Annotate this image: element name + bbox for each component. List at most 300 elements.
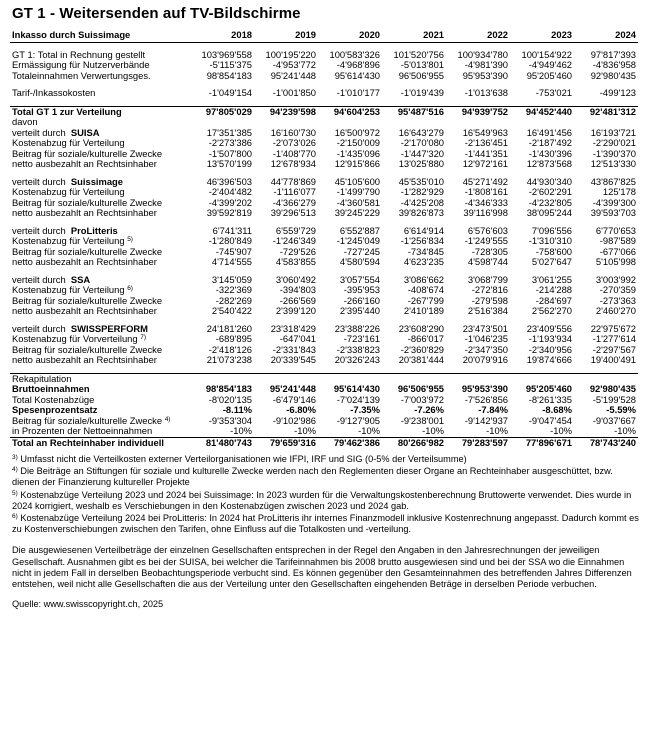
value-cell: -6.80% — [286, 405, 316, 415]
table-row — [10, 71, 638, 82]
value-cell: 16'643'279 — [398, 127, 444, 138]
row-label-text: Kostenabzug für Vorverteilung — [12, 334, 138, 344]
spacer-row — [10, 99, 638, 107]
row-label-text: Beitrag für soziale/kulturelle Zwecke — [12, 246, 163, 257]
value-cell: 16'193'721 — [590, 127, 636, 138]
value-cell: -273'363 — [599, 295, 636, 306]
value-cell: 2'562'270 — [531, 306, 572, 316]
table-row — [10, 324, 638, 335]
value-cell: 94'939'752 — [461, 106, 508, 117]
value-cell: -1'430'396 — [528, 148, 572, 159]
value-cell: 4'583'855 — [275, 257, 316, 267]
value-cell: -647'041 — [279, 334, 316, 344]
value-cell: -2'187'492 — [528, 138, 572, 148]
table-row — [10, 426, 638, 437]
value-cell: -10% — [230, 426, 252, 436]
value-cell: 79'659'316 — [254, 437, 318, 448]
table-row — [10, 187, 638, 198]
value-cell: -270'359 — [599, 285, 636, 295]
year-header: 2022 — [446, 28, 510, 42]
table-row — [10, 345, 638, 356]
footnote — [12, 490, 640, 512]
row-label — [10, 149, 190, 160]
row-label-text: verteilt durch — [12, 176, 66, 187]
row-label-text: Beitrag für soziale/kulturelle Zwecke — [12, 344, 163, 355]
row-label — [10, 296, 190, 307]
row-label-text: Beitrag für soziale/kulturelle Zwecke — [12, 148, 163, 159]
value-cell: 95'953'390 — [461, 384, 508, 394]
spacer-row — [10, 317, 638, 324]
row-label — [10, 88, 190, 99]
value-cell: -9'037'667 — [592, 415, 636, 426]
row-label — [10, 247, 190, 258]
table-row — [10, 395, 638, 406]
row-label-text: Beitrag für soziale/kulturelle Zwecke — [12, 415, 163, 426]
value-cell — [510, 373, 574, 384]
value-cell: -2'297'567 — [592, 344, 636, 355]
value-cell: 80'266'982 — [382, 437, 446, 448]
table-body — [10, 28, 638, 448]
value-cell: -2'347'350 — [464, 344, 508, 355]
row-label-text: verteilt durch — [12, 225, 66, 236]
value-cell: -723'161 — [343, 334, 380, 344]
footnote-mark: 4) — [12, 466, 18, 474]
value-cell: -9'047'454 — [528, 415, 572, 426]
value-cell: -1'246'349 — [272, 236, 316, 246]
value-cell: -2'340'956 — [528, 344, 572, 355]
spacer-row — [10, 268, 638, 275]
value-cell — [318, 117, 382, 128]
value-cell: -2'418'126 — [208, 344, 252, 355]
value-cell: 21'073'238 — [206, 355, 252, 365]
value-cell: -1'116'077 — [273, 187, 316, 197]
value-cell: 39'296'513 — [270, 208, 316, 218]
table-row — [10, 177, 638, 188]
value-cell: -267'799 — [407, 295, 444, 306]
year-header: 2023 — [510, 28, 574, 42]
value-cell: 95'953'390 — [462, 70, 508, 81]
row-label-text: netto ausbezahlt an Rechtsinhaber — [12, 257, 157, 267]
table-row — [10, 355, 638, 366]
spacer-cell — [10, 366, 638, 374]
value-cell: 2'540'422 — [211, 306, 252, 316]
value-cell: 23'318'429 — [270, 323, 316, 334]
table-row — [10, 275, 638, 286]
value-cell: -7'526'856 — [464, 394, 508, 405]
row-label — [10, 306, 190, 317]
table-row — [10, 236, 638, 247]
value-cell: -2'290'021 — [592, 138, 636, 148]
row-label — [10, 177, 190, 188]
footnote-mark: 6) — [12, 513, 18, 521]
value-cell: 45'105'600 — [334, 176, 380, 187]
value-cell: -8'261'335 — [528, 394, 572, 405]
value-cell: -4'968'896 — [336, 60, 380, 70]
value-cell: 45'271'492 — [462, 176, 508, 187]
value-cell — [382, 373, 446, 384]
row-label-text: Beitrag für soziale/kulturelle Zwecke — [12, 295, 163, 306]
value-cell: -9'142'937 — [464, 415, 508, 426]
value-cell: -214'288 — [535, 285, 572, 295]
spacer-row — [10, 219, 638, 226]
value-cell: 16'549'963 — [462, 127, 508, 138]
value-cell: -10% — [294, 426, 316, 436]
explanatory-paragraph: Die ausgewiesenen Verteilbeträge der einzelnen Gesellschaften entsprechen in der Regel den Angaben in den Jahresrechnungen der jeweiligen Gesellschaft. Ausnahmen gibt es bei der SUISA, bei welcher die Tarifeinnahmen bis 2008 brutto ausgewiesen sind und bei der SSA wo die Einnahmen nicht in jedem Fall in derselben Beobachtungsperiode verbucht sind. Es können gegenüber den Gesamteinnahmen des betreffenden Jahres Differenzen entstehen, weil nicht alle Gesellschaften die aus der Verteilung unter den Gesellschaften eingehenden Beträge in derselben Periode verbuchen. — [12, 545, 632, 590]
value-cell: -1'249'555 — [464, 236, 508, 246]
value-cell — [254, 117, 318, 128]
value-cell: -10% — [614, 426, 636, 436]
row-label — [10, 437, 190, 448]
value-cell: -266'569 — [279, 295, 316, 306]
value-cell: -5'115'375 — [209, 60, 252, 70]
value-cell — [510, 117, 574, 128]
table-row — [10, 384, 638, 395]
value-cell: -2'136'451 — [464, 138, 508, 148]
value-cell: 44'778'869 — [270, 176, 316, 187]
value-cell: -395'953 — [343, 285, 380, 295]
value-cell: -1'277'614 — [592, 334, 636, 344]
value-cell: 3'086'662 — [403, 274, 444, 285]
value-cell: -266'160 — [343, 295, 380, 306]
value-cell: -1'408'770 — [272, 148, 316, 159]
value-cell: -1'019'439 — [400, 88, 444, 98]
value-cell: 95'614'430 — [333, 384, 380, 394]
value-cell: 3'061'255 — [531, 274, 572, 285]
value-cell: -1'193'934 — [528, 334, 572, 344]
row-label-text: Total GT 1 zur Verteilung — [12, 106, 122, 117]
value-cell: -9'238'001 — [400, 415, 444, 426]
value-cell: -2'273'386 — [208, 138, 252, 148]
row-label — [10, 159, 190, 170]
table-row — [10, 88, 638, 99]
value-cell: 98'854'183 — [205, 384, 252, 394]
value-cell: 13'570'199 — [206, 159, 252, 169]
footnote-text: Die Beiträge an Stiftungen für soziale und kulturelle Zwecke werden nach den Reglementen dieser Organe an Rechteinhaber ausgeschüttet, bzw. dienen der Finanzierung kultureller Projekte — [12, 466, 613, 488]
value-cell: -4'232'805 — [528, 197, 572, 208]
value-cell: 100'195'220 — [265, 49, 316, 60]
row-label — [10, 60, 190, 71]
value-cell: 39'592'819 — [206, 208, 252, 218]
spacer-cell — [10, 219, 638, 226]
footnote-text: Kostenabzüge Verteilung 2024 bei ProLitteris: In 2024 hat ProLitteris ihr internes Finanzmodell inklusive Kostenrechnung angepasst. Dadurch kommt es zu Kostenverschiebungen zwischen den Tarifen, ohne Einfluss auf die Totalkosten und -verteilung. — [12, 513, 639, 535]
value-cell: 12'915'866 — [334, 159, 380, 169]
value-cell: -8.68% — [542, 405, 572, 415]
table-row — [10, 50, 638, 61]
value-cell: -758'600 — [535, 246, 572, 257]
table-row — [10, 128, 638, 139]
value-cell: 81'480'743 — [190, 437, 254, 448]
value-cell: 23'473'501 — [462, 323, 508, 334]
value-cell: -1'013'638 — [464, 88, 508, 98]
row-label-text: Kostenabzug für Verteilung — [12, 138, 125, 148]
row-label — [10, 416, 190, 427]
value-cell: -7.35% — [350, 405, 380, 415]
value-cell: -1'310'310 — [528, 236, 572, 246]
spacer-cell — [10, 81, 638, 88]
value-cell: -727'245 — [343, 246, 380, 257]
value-cell — [190, 117, 254, 128]
value-cell: 4'714'555 — [211, 257, 252, 267]
organization-name: Suissimage — [70, 176, 123, 187]
value-cell: -1'280'849 — [208, 236, 252, 246]
row-label — [10, 50, 190, 61]
spacer-row — [10, 81, 638, 88]
row-label-text: Ermässigung für Nutzerverbände — [12, 60, 150, 70]
value-cell: 95'205'460 — [525, 384, 572, 394]
value-cell: -2'331'843 — [272, 344, 316, 355]
value-cell: -866'017 — [407, 334, 444, 344]
value-cell: 38'095'244 — [526, 208, 572, 218]
row-label-text: verteilt durch — [12, 127, 66, 138]
table-row — [10, 106, 638, 117]
value-cell: -4'360'581 — [336, 197, 380, 208]
row-label — [10, 198, 190, 209]
value-cell: 103'969'558 — [201, 49, 252, 60]
value-cell: -1'435'096 — [336, 148, 380, 159]
value-cell: -284'697 — [535, 295, 572, 306]
footnote — [12, 466, 640, 488]
value-cell: 6'559'729 — [275, 225, 316, 236]
value-cell: -1'046'235 — [464, 334, 508, 344]
footnote-mark: 3) — [12, 454, 18, 461]
value-cell: 24'181'260 — [206, 323, 252, 334]
value-cell: 2'410'189 — [403, 306, 444, 316]
value-cell: 39'826'873 — [398, 208, 444, 218]
value-cell: -745'907 — [215, 246, 252, 257]
table-row — [10, 257, 638, 268]
value-cell: 100'934'780 — [457, 49, 508, 60]
value-cell: -1'282'929 — [400, 187, 444, 197]
value-cell — [382, 117, 446, 128]
value-cell: -5'013'801 — [400, 60, 444, 70]
value-cell: 20'326'243 — [334, 355, 380, 365]
value-cell: 95'205'460 — [526, 70, 572, 81]
value-cell: 43'867'825 — [590, 176, 636, 187]
value-cell: 19'400'491 — [590, 355, 636, 365]
value-cell: -4'399'300 — [592, 197, 636, 208]
row-label — [10, 71, 190, 82]
value-cell: 4'623'235 — [403, 257, 444, 267]
row-label-text: Kostenabzug für Verteilung — [12, 285, 125, 295]
value-cell: -7'003'972 — [400, 394, 444, 405]
value-cell: 2'399'120 — [275, 306, 316, 316]
value-cell: 3'145'059 — [211, 274, 252, 285]
row-label — [10, 405, 190, 416]
value-cell: 100'154'922 — [521, 49, 572, 60]
value-cell: 46'396'503 — [206, 176, 252, 187]
value-cell: -8'020'135 — [208, 394, 252, 405]
value-cell: -1'010'177 — [336, 88, 380, 98]
value-cell: 45'535'010 — [398, 176, 444, 187]
row-label — [10, 355, 190, 366]
table-header-row — [10, 28, 638, 42]
value-cell: 77'896'671 — [510, 437, 574, 448]
organization-name: SWISSPERFORM — [70, 323, 148, 334]
value-cell: 92'481'312 — [589, 106, 636, 117]
value-cell: 23'388'226 — [334, 323, 380, 334]
value-cell: -4'399'202 — [208, 197, 252, 208]
value-cell — [446, 117, 510, 128]
value-cell: -2'170'080 — [400, 138, 444, 148]
value-cell: 3'068'799 — [467, 274, 508, 285]
value-cell: -10% — [550, 426, 572, 436]
footnote-text: Umfasst nicht die Verteilkosten externer Verteilorganisationen wie IFPI, IRF und SIG (0-5% der Verteilsumme) — [20, 454, 467, 464]
row-label — [10, 128, 190, 139]
financial-table — [10, 28, 638, 448]
footnote-marker: 4) — [164, 415, 171, 423]
row-label-text: Total an Rechteinhaber individuell — [12, 437, 164, 448]
header-label: Inkasso durch Suissimage — [10, 28, 190, 42]
value-cell: 100'583'326 — [329, 49, 380, 60]
row-label — [10, 236, 190, 247]
value-cell: 79'283'597 — [446, 437, 510, 448]
row-label-text: verteilt durch — [12, 323, 66, 334]
value-cell: 17'351'385 — [206, 127, 252, 138]
value-cell: -272'816 — [471, 285, 508, 295]
spacer-row — [10, 170, 638, 177]
value-cell: 78'743'240 — [574, 437, 638, 448]
value-cell: 96'506'955 — [398, 70, 444, 81]
spacer-cell — [10, 170, 638, 177]
value-cell: -4'836'958 — [592, 60, 636, 70]
value-cell: -729'526 — [279, 246, 316, 257]
row-label — [10, 373, 190, 384]
value-cell: 4'598'744 — [467, 257, 508, 267]
year-header: 2020 — [318, 28, 382, 42]
spacer-cell — [10, 317, 638, 324]
value-cell — [574, 373, 638, 384]
value-cell: 94'239'598 — [269, 106, 316, 117]
footnote-mark: 5) — [12, 489, 18, 497]
row-label-text: Kostenabzug für Verteilung — [12, 187, 125, 197]
value-cell: 2'395'440 — [339, 306, 380, 316]
value-cell: 44'930'340 — [526, 176, 572, 187]
row-label — [10, 345, 190, 356]
row-label-text: GT 1: Total in Rechnung gestellt — [12, 49, 146, 60]
value-cell: -5'199'528 — [592, 394, 636, 405]
row-label-text: netto ausbezahlt an Rechtsinhaber — [12, 306, 157, 316]
value-cell: -1'390'370 — [592, 148, 636, 159]
value-cell: -2'404'482 — [208, 187, 252, 197]
value-cell — [574, 117, 638, 128]
row-label — [10, 117, 190, 128]
value-cell: -9'127'905 — [336, 415, 380, 426]
value-cell: 4'580'594 — [339, 257, 380, 267]
footnote-marker: 6) — [127, 285, 133, 292]
value-cell: 95'614'430 — [334, 70, 380, 81]
value-cell: 101'520'756 — [393, 49, 444, 60]
value-cell: -408'674 — [407, 285, 444, 295]
value-cell: 92'980'435 — [589, 384, 636, 394]
value-cell: -4'346'333 — [464, 197, 508, 208]
year-header: 2019 — [254, 28, 318, 42]
table-row — [10, 60, 638, 71]
value-cell: -734'845 — [407, 246, 444, 257]
value-cell: -689'895 — [215, 334, 252, 344]
value-cell: -279'598 — [471, 295, 508, 306]
value-cell: -10% — [358, 426, 380, 436]
table-row — [10, 306, 638, 317]
row-label — [10, 275, 190, 286]
value-cell: 3'057'554 — [339, 274, 380, 285]
spacer-cell — [10, 99, 638, 107]
table-row — [10, 334, 638, 345]
footnote-text: Kostenabzüge Verteilung 2023 und 2024 bei Suissimage: In 2023 wurden für die Verwaltungskostenberechnung Bruttowerte verwendet. Dies wurde in 2024 korrigiert, weshalb es Verschiebungen in den Kostenabzügen zwischen 2023 und 2024 gab. — [12, 489, 632, 511]
value-cell: -6'479'146 — [272, 394, 316, 405]
table-row — [10, 159, 638, 170]
value-cell: -7'024'139 — [336, 394, 380, 405]
value-cell: -1'256'834 — [400, 236, 444, 246]
value-cell — [446, 373, 510, 384]
value-cell: -2'073'026 — [272, 138, 316, 148]
value-cell: 6'741'311 — [212, 225, 252, 236]
row-label — [10, 138, 190, 149]
year-header: 2018 — [190, 28, 254, 42]
row-label-text: Total Kostenabzüge — [12, 394, 95, 405]
value-cell: -9'353'304 — [208, 415, 252, 426]
spacer-cell — [10, 42, 638, 50]
value-cell: 94'452'440 — [525, 106, 572, 117]
value-cell: -4'366'279 — [272, 197, 316, 208]
spacer-cell — [10, 268, 638, 275]
value-cell: -7.84% — [478, 405, 508, 415]
value-cell: -8.11% — [222, 405, 252, 415]
row-label-text: netto ausbezahlt an Rechtsinhaber — [12, 159, 157, 169]
footnotes — [12, 454, 640, 535]
value-cell: 6'614'914 — [403, 225, 444, 236]
value-cell: -499'123 — [599, 88, 636, 98]
value-cell: 16'500'972 — [334, 127, 380, 138]
source-line: Quelle: www.swisscopyright.ch, 2025 — [12, 599, 164, 610]
value-cell: -2'602'291 — [528, 187, 572, 197]
value-cell: -1'049'154 — [208, 88, 252, 98]
value-cell: -10% — [486, 426, 508, 436]
year-header: 2021 — [382, 28, 446, 42]
value-cell: 16'160'730 — [270, 127, 316, 138]
row-label-text: Spesenprozentsatz — [12, 405, 98, 415]
year-header: 2024 — [574, 28, 638, 42]
page-title: GT 1 - Weitersenden auf TV-Bildschirme — [12, 5, 301, 22]
row-label — [10, 257, 190, 268]
value-cell: -1'499'790 — [336, 187, 380, 197]
value-cell: 3'003'992 — [595, 274, 636, 285]
value-cell: -4'953'772 — [272, 60, 316, 70]
row-label — [10, 208, 190, 219]
footnote — [12, 513, 640, 535]
value-cell: 95'241'448 — [269, 384, 316, 394]
value-cell: -9'102'986 — [272, 415, 316, 426]
value-cell: -322'369 — [215, 285, 252, 295]
value-cell: -7.26% — [414, 405, 444, 415]
value-cell: 96'506'955 — [397, 384, 444, 394]
row-label-text: Tarif-/Inkassokosten — [12, 88, 96, 98]
value-cell: 39'245'229 — [334, 208, 380, 218]
table-row — [10, 117, 638, 128]
row-label-text: netto ausbezahlt an Rechtsinhaber — [12, 208, 157, 218]
row-label — [10, 395, 190, 406]
value-cell: 94'604'253 — [333, 106, 380, 117]
value-cell: 20'381'444 — [398, 355, 444, 365]
value-cell: -1'808'161 — [464, 187, 508, 197]
value-cell: -282'269 — [215, 295, 252, 306]
value-cell: 95'241'448 — [270, 70, 316, 81]
value-cell: 19'874'666 — [526, 355, 572, 365]
row-label — [10, 324, 190, 335]
value-cell: -4'425'208 — [400, 197, 444, 208]
value-cell: 20'079'916 — [462, 355, 508, 365]
value-cell: 2'516'384 — [467, 306, 508, 316]
value-cell: 125'178 — [602, 187, 636, 197]
